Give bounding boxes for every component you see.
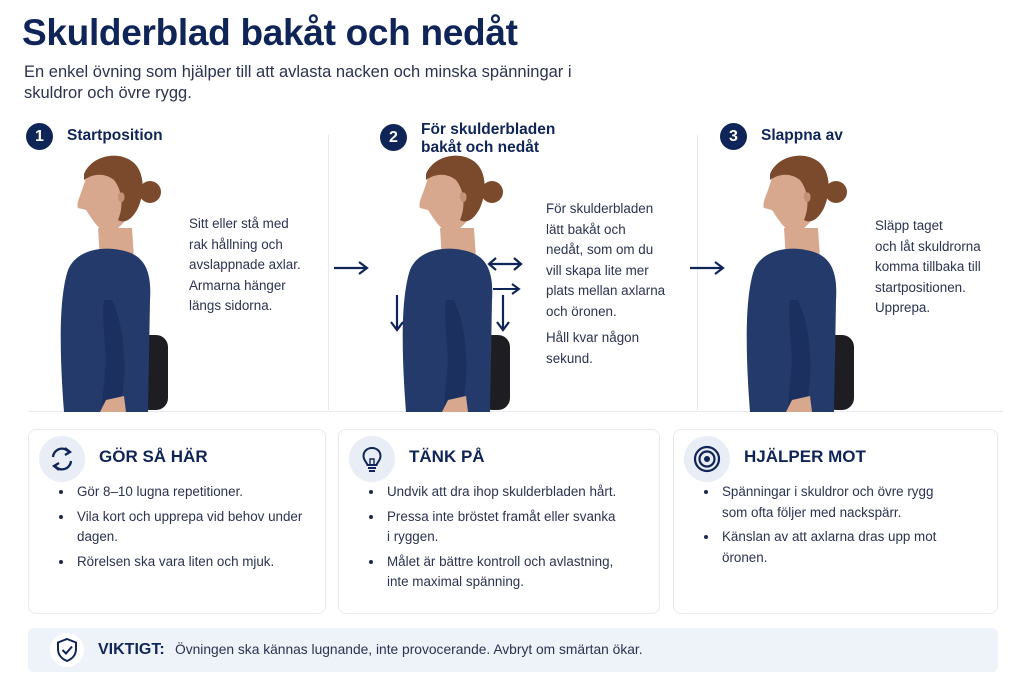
step-title: För skulderbladen bakåt och nedåt (421, 121, 556, 156)
woman-profile-figure-2 (382, 150, 532, 412)
card-title: GÖR SÅ HÄR (99, 447, 208, 466)
list-item: Vila kort och upprepa vid behov under dagen. (77, 507, 307, 548)
column-divider (328, 135, 329, 410)
description-line: startpositionen. (875, 279, 966, 295)
card-list (77, 482, 307, 576)
description-line: komma tillbaka till (875, 259, 981, 274)
list-item: Gör 8–10 lugna repetitioner. (77, 482, 307, 503)
step-number: 1 (26, 123, 53, 150)
list-item: Spänningar i skuldror och övre rygg som ofta följer med nackspärr. (722, 482, 962, 523)
card-list (722, 482, 962, 572)
step-title: Slappna av (761, 127, 843, 144)
banner-text: Övningen ska kännas lugnande, inte provocerande. Avbryt om smärtan ökar. (175, 642, 643, 657)
description-line: längs sidorna. (189, 298, 273, 313)
arrow-down-icon (495, 294, 511, 334)
step-2-description (546, 199, 665, 369)
page-subtitle: En enkel övning som hjälper till att avlasta nacken och minska spänningar i skuldror och övre rygg. (24, 63, 572, 102)
lightbulb-icon (349, 436, 395, 482)
card-helps-against (673, 429, 998, 614)
description-line: Armarna hänger (189, 277, 286, 293)
step-1-description (189, 214, 301, 317)
shield-check-icon (50, 633, 84, 667)
page-title: Skulderblad bakåt och nedåt (22, 12, 518, 53)
step-3-description (875, 216, 981, 319)
list-item: Rörelsen ska vara liten och mjuk. (77, 552, 307, 573)
description-line: vill skapa lite mer (546, 262, 649, 278)
description-line: Håll kvar någon (546, 330, 640, 345)
description-line: nedåt, som om du (546, 242, 654, 257)
arrow-left-right-icon (487, 256, 523, 272)
step-number: 2 (380, 124, 407, 151)
person-illustration (747, 156, 854, 412)
description-line: Upprepa. (875, 300, 931, 315)
important-banner (28, 628, 998, 672)
arrow-down-icon (389, 294, 405, 334)
card-title: TÄNK PÅ (409, 447, 485, 466)
description-line: och låt skuldrorna (875, 238, 981, 254)
repeat-icon (39, 436, 85, 482)
list-item: Känslan av att axlarna dras upp mot öronen. (722, 527, 962, 568)
card-title: HJÄLPER MOT (744, 447, 866, 466)
target-icon (684, 436, 730, 482)
description-line: rak hållning och (189, 236, 283, 252)
description-line: Sitt eller stå med (189, 216, 289, 231)
description-line: sekund. (546, 350, 593, 366)
description-line: lätt bakåt och (546, 221, 626, 237)
step-title: Startposition (67, 127, 163, 144)
arrow-right-icon (333, 260, 371, 276)
card-instructions (28, 429, 326, 614)
description-line: plats mellan axlarna (546, 283, 666, 298)
step-3-header (720, 123, 843, 150)
banner-label: VIKTIGT: (98, 641, 165, 658)
description-line: och öronen. (546, 303, 617, 319)
description-line: För skulderbladen (546, 201, 654, 216)
list-item: Målet är bättre kontroll och avlastning, inte maximal spänning. (387, 552, 622, 593)
card-list (387, 482, 622, 597)
step-1-header (26, 123, 163, 150)
person-illustration (61, 156, 168, 412)
woman-profile-figure-1 (40, 150, 190, 412)
list-item: Undvik att dra ihop skulderbladen hårt. (387, 482, 622, 503)
description-line: avslappnade axlar. (189, 257, 301, 272)
arrow-right-icon (689, 260, 727, 276)
step-number: 3 (720, 123, 747, 150)
card-think-about (338, 429, 660, 614)
woman-profile-figure-3 (726, 150, 876, 412)
list-item: Pressa inte bröstet framåt eller svanka i ryggen. (387, 507, 622, 548)
description-line: Släpp taget (875, 218, 943, 233)
